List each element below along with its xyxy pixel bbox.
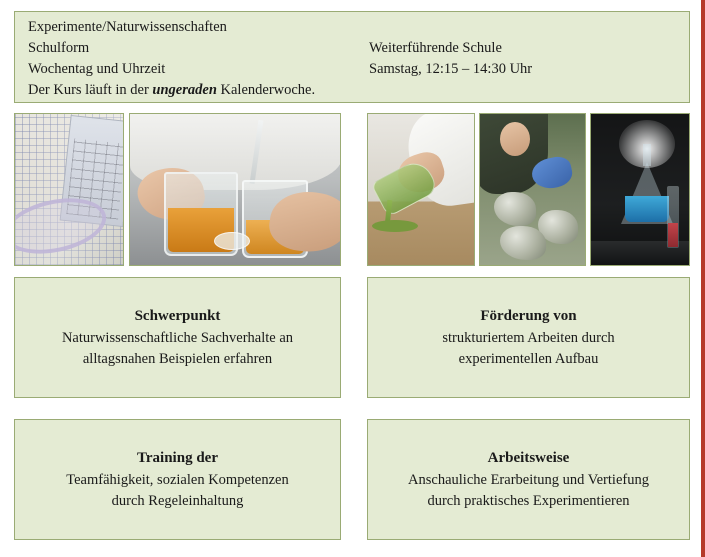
card-training-content (23, 448, 332, 512)
mineral-sample-shape (500, 226, 546, 260)
card-training-title: Training der (137, 449, 218, 466)
photo-1-image (15, 114, 123, 265)
card-schwerpunkt (14, 277, 341, 398)
calendar-week-note-prefix: Der Kurs läuft in der (28, 82, 153, 98)
card-schwerpunkt-line1: Naturwissenschaftliche Sachverhalte an (61, 329, 294, 346)
page-right-accent-rule (701, 0, 705, 557)
photo-3-image (368, 114, 474, 265)
erlenmeyer-flask-shape (621, 162, 673, 224)
photo-student-with-minerals (479, 113, 586, 266)
day-time-value: Samstag, 12:15 – 14:30 Uhr (369, 61, 533, 77)
card-arbeitsweise-line1: Anschauliche Erarbeitung und Vertiefung (408, 471, 649, 488)
card-foerderung-content (376, 306, 681, 370)
calendar-week-note-emphasis: ungeraden (152, 82, 217, 98)
photo-5-image (591, 114, 689, 265)
calendar-week-note-suffix: Kalenderwoche. (216, 82, 316, 98)
card-schwerpunkt-title: Schwerpunkt (134, 307, 221, 324)
photo-smoking-flask (590, 113, 690, 266)
card-arbeitsweise-content (376, 448, 681, 512)
photo-pouring-green-liquid (367, 113, 475, 266)
petri-dish-shape (214, 232, 250, 250)
card-foerderung (367, 277, 690, 398)
card-training-line1: Teamfähigkeit, sozialen Kompetenzen (66, 471, 289, 488)
course-header-box (14, 11, 690, 103)
school-type-label: Schulform (28, 40, 90, 56)
mineral-sample-shape (494, 192, 536, 226)
course-title: Experimente/Naturwissenschaften (28, 19, 227, 35)
photo-graph-paper-ruler-calculator (14, 113, 124, 266)
card-training (14, 419, 341, 540)
card-foerderung-line1: strukturiertem Arbeiten durch (442, 329, 615, 346)
card-arbeitsweise-line2: durch praktisches Experimentieren (427, 492, 630, 509)
card-foerderung-line2: experimentellen Aufbau (458, 350, 599, 367)
photo-beakers-orange-liquid (129, 113, 341, 266)
calendar-week-note (28, 82, 315, 99)
photo-2-image (130, 114, 340, 265)
photo-4-image (480, 114, 585, 265)
card-training-line2: durch Regeleinhaltung (111, 492, 244, 509)
card-foerderung-title: Förderung von (480, 307, 577, 324)
liquid-puddle-shape (372, 220, 418, 232)
student-face-shape (500, 122, 530, 156)
test-tube-shape (667, 186, 679, 248)
card-arbeitsweise (367, 419, 690, 540)
school-type-value: Weiterführende Schule (369, 40, 502, 56)
card-schwerpunkt-content (23, 306, 332, 370)
day-time-label: Wochentag und Uhrzeit (28, 61, 166, 77)
card-arbeitsweise-title: Arbeitsweise (487, 449, 570, 466)
card-schwerpunkt-line2: alltagsnahen Beispielen erfahren (82, 350, 273, 367)
